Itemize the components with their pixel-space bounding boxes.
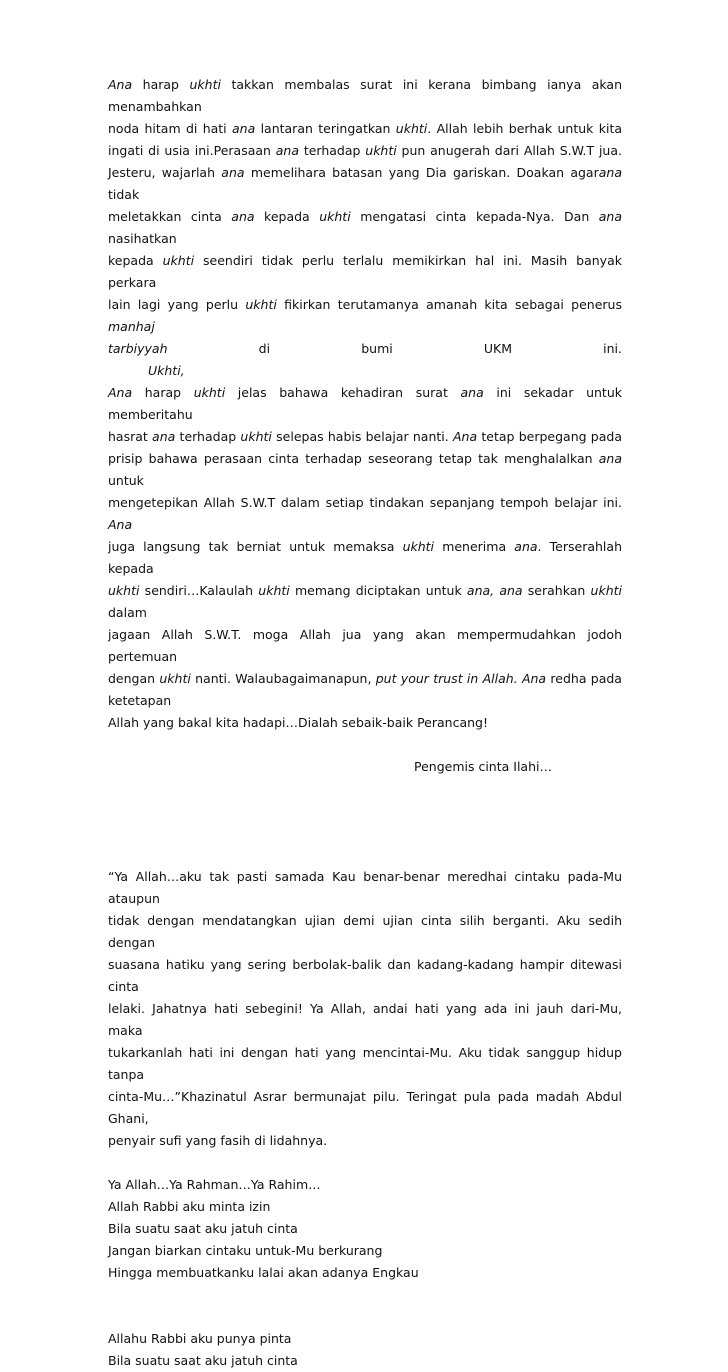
- text-run: nanti. Walaubagaimanapun,: [190, 671, 376, 686]
- italic-text: ana: [152, 429, 176, 444]
- p2-line: [108, 492, 622, 536]
- italic-text: ukhti: [240, 429, 272, 444]
- p2-line: [108, 448, 622, 492]
- p1-line: [108, 294, 622, 338]
- text-run: dengan: [108, 671, 160, 686]
- italic-text: Ana: [108, 517, 133, 532]
- p3-line: tidak dengan mendatangkan ujian demi ujian cinta silih berganti. Aku sedih dengan: [108, 913, 622, 950]
- text-run: harap: [132, 385, 194, 400]
- p3-line: tukarkanlah hati ini dengan hati yang mencintai-Mu. Aku tidak sanggup hidup tanpa: [108, 1045, 622, 1082]
- text-run: meletakkan cinta: [108, 209, 232, 224]
- text-run: fikirkan terutamanya amanah kita sebagai penerus: [276, 297, 622, 312]
- text-run: di bumi UKM ini.: [167, 341, 622, 356]
- p1-line: [108, 74, 622, 118]
- text-run: jelas bahawa kehadiran surat: [225, 385, 461, 400]
- poem1-line: Jangan biarkan cintaku untuk-Mu berkurang: [108, 1243, 383, 1258]
- italic-text: tarbiyyah: [108, 341, 168, 356]
- italic-text: ana: [275, 143, 300, 158]
- italic-text: ukhti: [319, 209, 351, 224]
- text-run: Jesteru, wajarlah: [108, 165, 222, 180]
- italic-text: ana: [598, 209, 622, 224]
- text-run: terhadap: [299, 143, 366, 158]
- text-run: harap: [132, 77, 190, 92]
- italic-text: Ana: [108, 385, 133, 400]
- text-run: pun anugerah dari Allah S.W.T jua.: [396, 143, 622, 158]
- italic-text: ukhti: [590, 583, 622, 598]
- poem1-line: Hingga membuatkanku lalai akan adanya Engkau: [108, 1265, 419, 1280]
- text-run: serahkan: [522, 583, 591, 598]
- p2-line: [108, 624, 622, 668]
- italic-text: ana: [460, 385, 484, 400]
- p2-line: [108, 426, 622, 448]
- paragraph-2-line-9: ketetapan: [108, 693, 172, 708]
- text-run: ini sekadar untuk memberitahu: [108, 385, 622, 422]
- paragraph-1: [108, 74, 622, 360]
- text-run: memelihara batasan yang Dia gariskan. Doakan agar: [244, 165, 599, 180]
- text-run: mengetepikan Allah S.W.T dalam setiap tindakan sepanjang tempoh belajar ini.: [108, 495, 622, 510]
- text-run: lantaran teringatkan: [255, 121, 396, 136]
- poem-stanza-1: [108, 1174, 622, 1284]
- italic-text: ukhti: [245, 297, 277, 312]
- text-run: prisip bahawa perasaan cinta terhadap seseorang tetap tak menghalalkan: [108, 451, 599, 466]
- italic-text: ukhti: [162, 253, 195, 268]
- p1-line: [108, 338, 622, 360]
- text-run: . Terserahlah kepada: [108, 539, 622, 576]
- poem1-line: Bila suatu saat aku jatuh cinta: [108, 1221, 298, 1236]
- italic-text: put your trust in Allah. Ana: [375, 671, 547, 686]
- italic-text: ukhti: [193, 385, 226, 400]
- p2-line: [108, 580, 622, 624]
- italic-text: ana: [598, 451, 622, 466]
- p1-line: [108, 140, 622, 162]
- p1-line: [108, 162, 622, 206]
- italic-text: ana: [221, 165, 245, 180]
- italic-text: ana: [231, 121, 256, 136]
- text-run: untuk: [108, 473, 144, 488]
- text-run: sendiri…Kalaulah: [139, 583, 259, 598]
- p3-line: “Ya Allah…aku tak pasti samada Kau benar-benar meredhai cintaku pada-Mu ataupun: [108, 869, 622, 906]
- document-page: [108, 74, 622, 1372]
- italic-text: ukhti: [395, 121, 428, 136]
- text-run: juga langsung tak berniat untuk memaksa: [108, 539, 403, 554]
- italic-text: ukhti: [189, 77, 221, 92]
- text-run: redha pada: [546, 671, 622, 686]
- text-run: . Allah lebih berhak untuk kita: [427, 121, 623, 136]
- poem2-line: Bila suatu saat aku jatuh cinta: [108, 1353, 298, 1368]
- text-run: tidak: [108, 187, 140, 202]
- text-run: seendiri tidak perlu terlalu memikirkan hal ini. Masih banyak perkara: [108, 253, 622, 290]
- p2-line: [108, 382, 622, 426]
- p3-line: suasana hatiku yang sering berbolak-balik dan kadang-kadang hampir ditewasi cinta: [108, 957, 622, 994]
- text-run: ingati di usia ini.Perasaan: [108, 143, 276, 158]
- p1-line: [108, 250, 622, 294]
- p2-line: [108, 668, 622, 690]
- italic-text: ukhti: [108, 583, 140, 598]
- paragraph-3-last-line: penyair sufi yang fasih di lidahnya.: [108, 1133, 328, 1148]
- text-run: kepada: [108, 253, 163, 268]
- paragraph-2-line-10: Allah yang bakal kita hadapi…Dialah sebaik-baik Perancang!: [108, 715, 488, 730]
- italic-text: ukhti: [258, 583, 290, 598]
- text-run: jagaan Allah S.W.T. moga Allah jua yang akan mempermudahkan jodoh pertemuan: [108, 627, 622, 664]
- salutation: Ukhti,: [148, 363, 185, 378]
- text-run: selepas habis belajar nanti.: [271, 429, 453, 444]
- signature: Pengemis cinta Ilahi…: [414, 759, 552, 774]
- p3-line: cinta-Mu…”Khazinatul Asrar bermunajat pilu. Teringat pula pada madah Abdul Ghani,: [108, 1089, 622, 1126]
- italic-text: Ana: [108, 77, 133, 92]
- italic-text: ukhti: [402, 539, 435, 554]
- poem1-line: Allah Rabbi aku minta izin: [108, 1199, 271, 1214]
- text-run: dalam: [108, 605, 147, 620]
- italic-text: ukhti: [159, 671, 191, 686]
- text-run: noda hitam di hati: [108, 121, 232, 136]
- italic-text: ana: [598, 165, 622, 180]
- p2-line: [108, 536, 622, 580]
- text-run: nasihatkan: [108, 231, 177, 246]
- text-run: takkan membalas surat ini kerana bimbang ianya akan menambahkan: [108, 77, 623, 114]
- p1-line: [108, 118, 622, 140]
- text-run: tetap berpegang pada: [477, 429, 622, 444]
- italic-text: ukhti: [365, 143, 397, 158]
- paragraph-2: [108, 382, 622, 690]
- text-run: kepada: [254, 209, 320, 224]
- poem2-line: Allahu Rabbi aku punya pinta: [108, 1331, 292, 1346]
- italic-text: ana, ana: [466, 583, 523, 598]
- text-run: lain lagi yang perlu: [108, 297, 246, 312]
- italic-text: ana: [514, 539, 538, 554]
- p3-line: lelaki. Jahatnya hati sebegini! Ya Allah, andai hati yang ada ini jauh dari-Mu, maka: [108, 1001, 622, 1038]
- italic-text: ana: [231, 209, 255, 224]
- text-run: memang diciptakan untuk: [289, 583, 467, 598]
- text-run: terhadap: [175, 429, 241, 444]
- poem-stanza-2: [108, 1328, 622, 1372]
- text-run: menerima: [434, 539, 515, 554]
- text-run: mengatasi cinta kepada-Nya. Dan: [350, 209, 599, 224]
- text-run: hasrat: [108, 429, 153, 444]
- italic-text: manhaj: [108, 319, 155, 334]
- p1-line: [108, 206, 622, 250]
- poem1-line: Ya Allah…Ya Rahman…Ya Rahim…: [108, 1177, 321, 1192]
- paragraph-3: [108, 866, 622, 1130]
- italic-text: Ana: [452, 429, 478, 444]
